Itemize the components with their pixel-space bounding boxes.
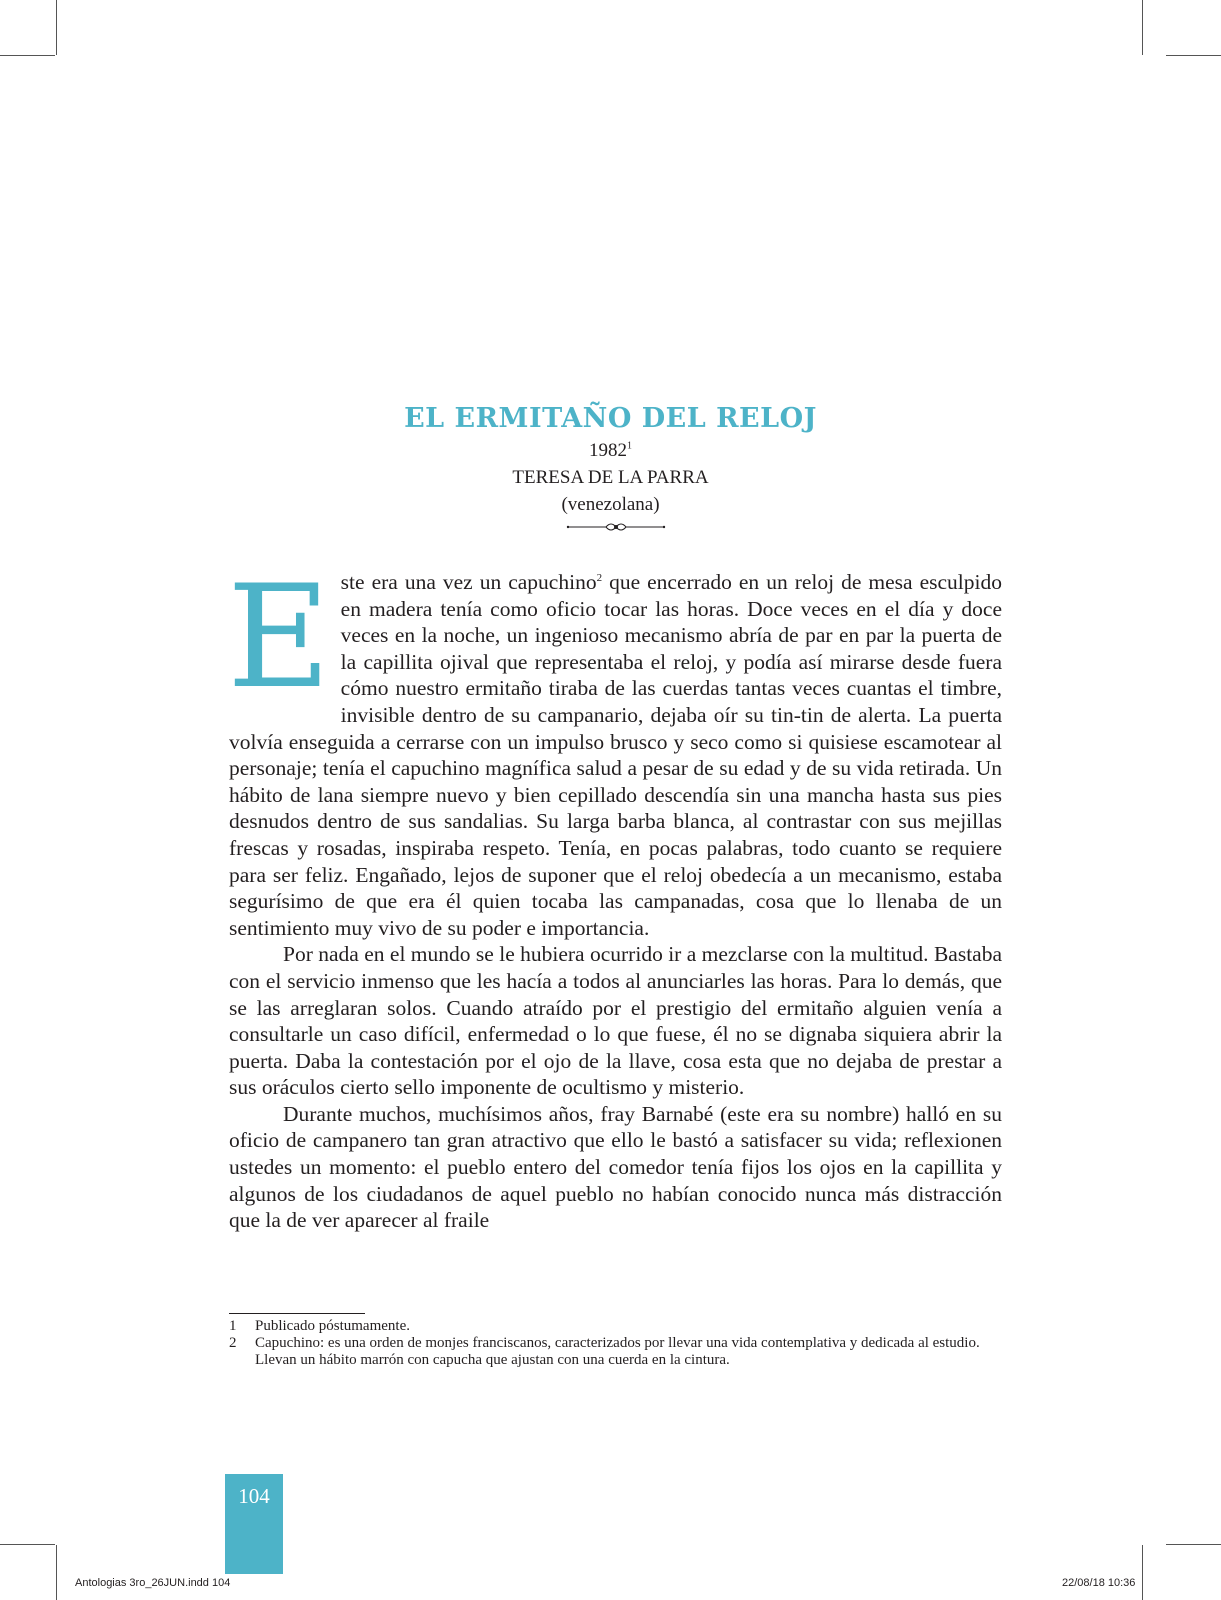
crop-mark: [0, 1544, 55, 1545]
footnote-ref: 1: [627, 440, 632, 452]
year-text: 1982: [589, 440, 627, 461]
slug-file-info: Antologias 3ro_26JUN.indd 104: [75, 1577, 231, 1589]
story-title: EL ERMITAÑO DEL RELOJ: [404, 403, 817, 434]
crop-mark: [1166, 1544, 1221, 1545]
paragraph: Durante muchos, muchísimos años, fray Barnabé (este era su nombre) halló en su oficio de campanero tan gran atractivo que ello le bastó a satisfacer su vida; reflexionen ustedes un momento: el pueblo entero del comedor tenía fijos los ojos en la capillita y algunos de los ciudadanos de aquel pueblo no habían conocido nunca más distracción que la de ver aparecer al fraile: [229, 1101, 1002, 1233]
story-year: [0, 440, 1221, 462]
footnotes: [229, 1318, 1009, 1369]
ornament-divider-icon: [566, 520, 666, 534]
page-number: 104: [238, 1484, 270, 1508]
crop-mark: [56, 1545, 57, 1600]
crop-mark: [1166, 55, 1221, 56]
crop-mark: [1142, 0, 1143, 55]
slug-date: 22/08/18 10:36: [1062, 1577, 1136, 1589]
paragraph-text: ste era una vez un capuchino: [340, 570, 597, 594]
footnote-ref: 2: [596, 571, 603, 584]
crop-mark: [1142, 1545, 1143, 1600]
footnote-text: Capuchino: es una orden de monjes franciscanos, caracterizados por llevar una vida contemplativa y dedicada al estudio. Llevan un hábito marrón con capucha que ajustan con una cuerda en la cintura.: [255, 1335, 980, 1368]
footnote-number: 2: [229, 1335, 237, 1351]
footnote-text: Publicado póstumamente.: [255, 1318, 410, 1334]
paragraph-text: que encerrado en un reloj de mesa esculpido en madera tenía como oficio tocar las horas. Doce veces en el día y doce veces en la noche, un ingenioso mecanismo abría de par en par la puerta de la capillita ojival que representaba el reloj, y podía así mirarse desde fuera cómo nuestro ermitaño tiraba de las cuerdas tantas veces cuantas el timbre, invisible dentro de su campanario, dejaba oír su tin-tin de alerta. La puerta volvía enseguida a cerrarse con un impulso brusco y seco como si quisiese escamotear al personaje; tenía el capuchino magnífica salud a pesar de su edad y de su vida retirada. Un hábito de lana siempre nuevo y bien cepillado descendía sin una mancha hasta sus pies desnudos dentro de sus sandalias. Su larga barba blanca, al contrastar con sus mejillas frescas y rosadas, inspiraba respeto. Tenía, en pocas palabras, todo cuanto se requiere para ser feliz. Engañado, lejos de suponer que el reloj obedecía a un mecanismo, estaba segurísimo de que era él quien tocaba las campanadas, cosa que lo llenaba de un sentimiento muy vivo de su poder e importancia.: [229, 570, 1002, 940]
story-body: [227, 555, 1002, 1234]
story-author: TERESA DE LA PARRA: [512, 467, 709, 488]
paragraph: Por nada en el mundo se le hubiera ocurrido ir a mezclarse con la multitud. Bastaba con el servicio inmenso que les hacía a todos al anunciarles las horas. Para lo demás, que se las arreglaran solos. Cuando atraído por el prestigio del ermitaño alguien venía a consultarle un caso difícil, enfermedad o lo que fuese, él no se dignaba siquiera abrir la puerta. Daba la contestación por el ojo de la llave, cosa esta que no dejaba de prestar a sus oráculos cierto sello imponente de ocultismo y misterio.: [229, 942, 1002, 1100]
page-number-tab: [225, 1474, 283, 1574]
footnote-number: 1: [229, 1318, 237, 1334]
footnote: [229, 1335, 1009, 1369]
footnote: [229, 1318, 1009, 1335]
drop-cap: E: [227, 555, 331, 720]
footnote-rule: [229, 1313, 365, 1314]
crop-mark: [56, 0, 57, 55]
paragraph: [227, 555, 1002, 941]
crop-mark: [0, 55, 55, 56]
author-nationality: (venezolana): [561, 494, 660, 515]
